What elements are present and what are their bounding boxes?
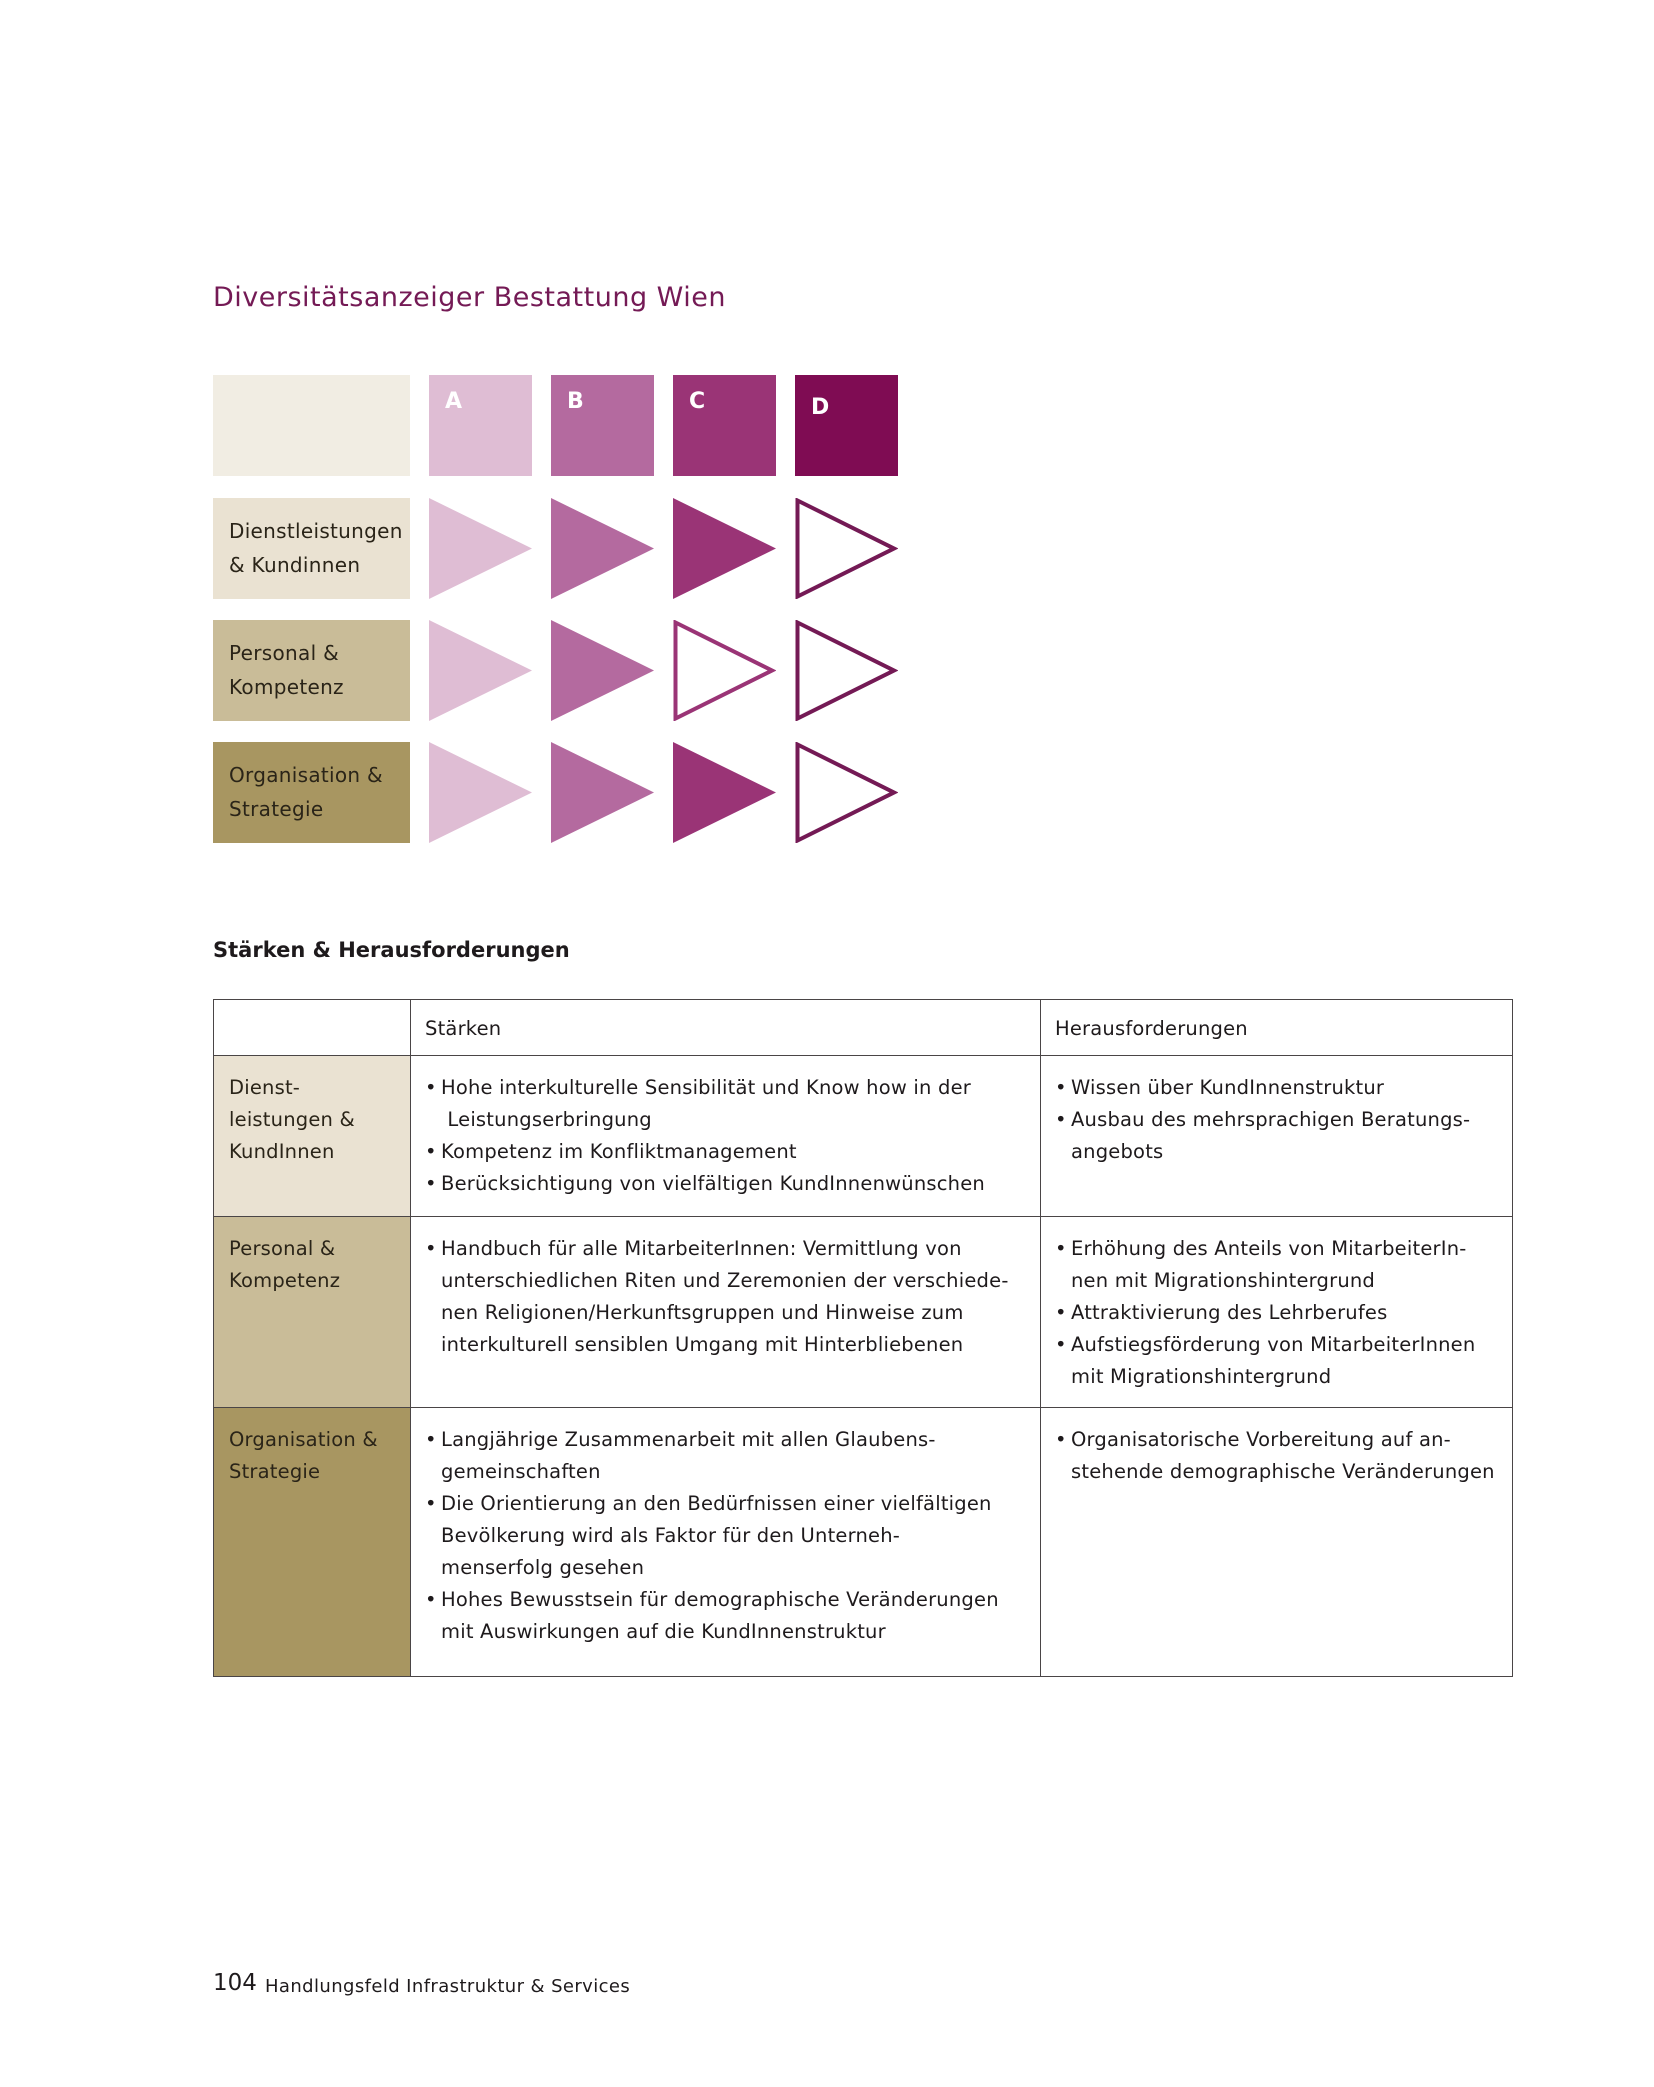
- triangle-organisation-d-outline: [795, 742, 898, 843]
- level-a-label: A: [445, 389, 463, 414]
- list-item: [1055, 1297, 1498, 1329]
- strengths-cell: [411, 1217, 1041, 1408]
- triangle-organisation-a-filled: [429, 742, 532, 843]
- triangle-shape: [551, 498, 654, 599]
- triangle-shape: [798, 501, 895, 597]
- list-item-line: • Berücksichtigung von vielfältigen KundInnenwünschen: [441, 1172, 985, 1195]
- list-item-line: • Langjährige Zusammenarbeit mit allen Glaubens-: [441, 1428, 936, 1451]
- list-item-line: • Die Orientierung an den Bedürfnissen einer vielfältigen: [441, 1492, 992, 1515]
- list-item: [1055, 1329, 1498, 1393]
- list-item-line: Leistungserbringung: [441, 1108, 652, 1131]
- section-heading: Stärken & Herausforderungen: [213, 938, 570, 962]
- footer-section-title: Handlungsfeld Infrastruktur & Services: [265, 1976, 631, 1997]
- table-header-row: [214, 1000, 1513, 1056]
- list-item-line: • Kompetenz im Konfliktmanagement: [441, 1140, 797, 1163]
- list-item-line: • Hohe interkulturelle Sensibilität und Know how in der: [441, 1076, 971, 1099]
- strengths-cell: [411, 1408, 1041, 1677]
- row-label-line: Kompetenz: [229, 675, 344, 699]
- level-d-label: D: [811, 395, 830, 420]
- strengths-list: [425, 1424, 1026, 1648]
- triangle-shape: [429, 742, 532, 843]
- challenges-list: [1055, 1424, 1498, 1488]
- triangle-shape: [673, 742, 776, 843]
- triangle-shape: [676, 623, 773, 719]
- indicator-row-label-personnel: [213, 620, 410, 721]
- list-item-line: interkulturell sensiblen Umgang mit Hinterbliebenen: [441, 1333, 964, 1356]
- challenges-cell: [1041, 1408, 1513, 1677]
- list-item: [425, 1233, 1026, 1361]
- level-c-label: C: [689, 389, 706, 414]
- page-number: 104: [213, 1970, 257, 1996]
- list-item-line: • Aufstiegsförderung von MitarbeiterInnen: [1071, 1333, 1476, 1356]
- triangle-services-c-filled: [673, 498, 776, 599]
- triangle-services-d-outline: [795, 498, 898, 599]
- triangle-personnel-d-outline: [795, 620, 898, 721]
- list-item-line: mit Migrationshintergrund: [1071, 1365, 1332, 1388]
- list-item-line: unterschiedlichen Riten und Zeremonien der verschiede-: [441, 1269, 1009, 1292]
- list-item: [1055, 1424, 1498, 1488]
- list-item-line: • Wissen über KundInnenstruktur: [1071, 1076, 1385, 1099]
- triangle-shape: [673, 498, 776, 599]
- challenges-list: [1055, 1233, 1498, 1393]
- list-item: [1055, 1104, 1498, 1168]
- row-header-line: leistungen &: [229, 1108, 355, 1131]
- challenges-cell: [1041, 1217, 1513, 1408]
- list-item-line: • Organisatorische Vorbereitung auf an-: [1071, 1428, 1451, 1451]
- list-item: [1055, 1072, 1498, 1104]
- row-label-line: & Kundinnen: [229, 553, 361, 577]
- row-header-line: Kompetenz: [229, 1269, 341, 1292]
- table-row: [214, 1056, 1513, 1217]
- strengths-list: [425, 1072, 1026, 1200]
- column-header-challenges: Herausforderungen: [1041, 1000, 1513, 1056]
- challenges-cell: [1041, 1056, 1513, 1217]
- list-item: [425, 1168, 1026, 1200]
- list-item-line: nen Religionen/Herkunftsgruppen und Hinweise zum: [441, 1301, 964, 1324]
- triangle-services-a-filled: [429, 498, 532, 599]
- list-item-line: Bevölkerung wird als Faktor für den Unterneh-: [441, 1524, 901, 1547]
- row-header-line: Organisation &: [229, 1428, 378, 1451]
- list-item-line: • Erhöhung des Anteils von MitarbeiterIn-: [1071, 1237, 1467, 1260]
- level-c-square: [673, 375, 776, 476]
- list-item-line: • Handbuch für alle MitarbeiterInnen: Vermittlung von: [441, 1237, 962, 1260]
- row-label-line: Organisation &: [229, 763, 383, 787]
- triangle-personnel-a-filled: [429, 620, 532, 721]
- list-item: [425, 1488, 1026, 1584]
- triangle-shape: [429, 498, 532, 599]
- level-b-label: B: [567, 389, 584, 414]
- list-item: [1055, 1233, 1498, 1297]
- triangle-shape: [798, 623, 895, 719]
- row-label-line: Personal &: [229, 641, 339, 665]
- level-b-square: [551, 375, 654, 476]
- table-row: [214, 1408, 1513, 1677]
- table-row: [214, 1217, 1513, 1408]
- list-item: [425, 1424, 1026, 1488]
- list-item-line: nen mit Migrationshintergrund: [1071, 1269, 1376, 1292]
- list-item-line: • Ausbau des mehrsprachigen Beratungs-: [1071, 1108, 1471, 1131]
- column-header-strengths: Stärken: [411, 1000, 1041, 1056]
- row-header-cell: [214, 1056, 411, 1217]
- triangle-organisation-c-filled: [673, 742, 776, 843]
- table-corner-cell: [214, 1000, 411, 1056]
- list-item: [425, 1072, 1026, 1136]
- triangle-shape: [551, 620, 654, 721]
- row-header-line: Personal &: [229, 1237, 336, 1260]
- strengths-cell: [411, 1056, 1041, 1217]
- triangle-shape: [551, 742, 654, 843]
- row-header-line: Strategie: [229, 1460, 321, 1483]
- level-d-square: [795, 375, 898, 476]
- list-item: [425, 1136, 1026, 1168]
- list-item-line: mit Auswirkungen auf die KundInnenstruktur: [441, 1620, 886, 1643]
- row-label-line: Strategie: [229, 797, 324, 821]
- level-a-square: [429, 375, 532, 476]
- strengths-challenges-table: [213, 999, 1513, 1677]
- triangle-services-b-filled: [551, 498, 654, 599]
- indicator-row-label-services: [213, 498, 410, 599]
- row-label-line: Dienstleistungen: [229, 519, 403, 543]
- strengths-list: [425, 1233, 1026, 1361]
- indicator-row-label-organisation: [213, 742, 410, 843]
- triangle-shape: [429, 620, 532, 721]
- list-item-line: • Hohes Bewusstsein für demographische Veränderungen: [441, 1588, 999, 1611]
- list-item-line: angebots: [1071, 1140, 1164, 1163]
- triangle-personnel-c-outline: [673, 620, 776, 721]
- row-header-cell: [214, 1408, 411, 1677]
- row-header-line: Dienst-: [229, 1076, 301, 1099]
- list-item-line: stehende demographische Veränderungen: [1071, 1460, 1495, 1483]
- list-item-line: gemeinschaften: [441, 1460, 601, 1483]
- challenges-list: [1055, 1072, 1498, 1168]
- triangle-personnel-b-filled: [551, 620, 654, 721]
- list-item-line: • Attraktivierung des Lehrberufes: [1071, 1301, 1388, 1324]
- row-header-cell: [214, 1217, 411, 1408]
- page-title: Diversitätsanzeiger Bestattung Wien: [213, 282, 726, 313]
- indicator-corner-cell: [213, 375, 410, 476]
- triangle-organisation-b-filled: [551, 742, 654, 843]
- list-item: [425, 1584, 1026, 1648]
- list-item-line: menserfolg gesehen: [441, 1556, 645, 1579]
- row-header-line: KundInnen: [229, 1140, 335, 1163]
- triangle-shape: [798, 745, 895, 841]
